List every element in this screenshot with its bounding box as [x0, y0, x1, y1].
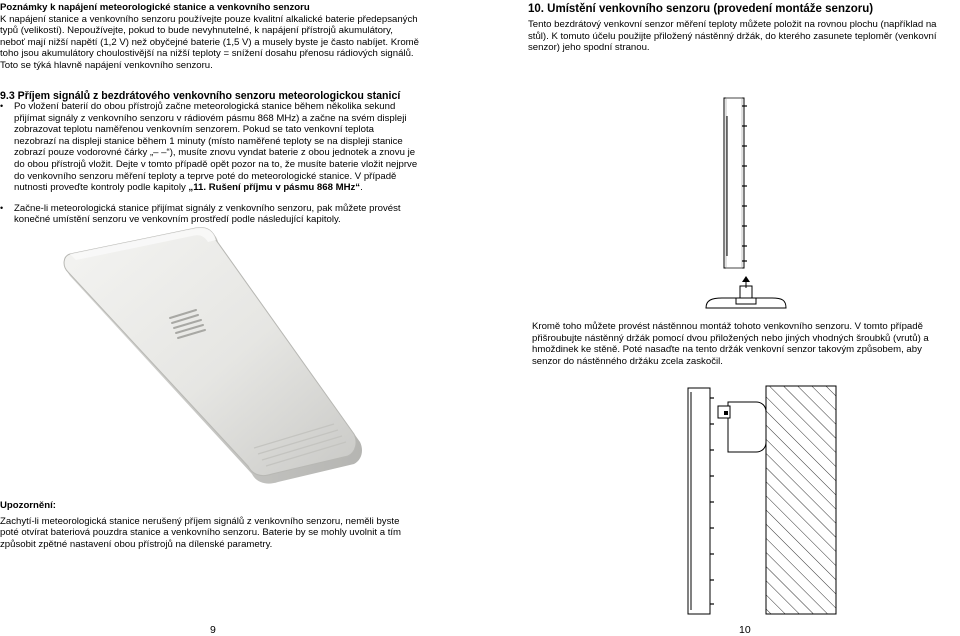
wall-bracket — [728, 402, 766, 452]
bullet-line: Po vložení baterií do obou přístrojů začne meteorologická stanice během několika sekund — [14, 101, 396, 112]
mount-line: Kromě toho můžete provést nástěnnou montáž tohoto venkovního senzoru. V tomto případě — [532, 321, 923, 332]
bullet-line: nezobrazí na displeji stanice během 1 minuty (místo naměřené teploty se na displeji stanice — [14, 135, 403, 147]
page-number-left: 9 — [210, 624, 216, 636]
bullet-line: konečné umístění senzoru ve venkovním prostředí podle následující kapitoly. — [14, 214, 341, 226]
notes-line: K napájení stanice a venkovního senzoru používejte pouze kvalitní alkalické baterie předepsaných — [0, 13, 418, 25]
mount-line: senzor do nástěnného držáku zcela zaskočil. — [532, 355, 723, 367]
bullet-icon: • — [0, 101, 4, 111]
sensor-side-ridges — [710, 398, 714, 604]
notes-title: Poznámky k napájení meteorologické stanice a venkovního senzoru — [0, 2, 310, 13]
intro-line: Tento bezdrátový venkovní senzor měření teploty můžete položit na rovnou plochu (například na — [528, 19, 937, 30]
warning-line: způsobit zpětné nastavení obou přístrojů na dílenské parametry. — [0, 538, 273, 550]
bullet-line: do venkovního senzoru měření teploty a teprve poté do meteorologické stanice. V případě — [14, 170, 397, 182]
outdoor-sensor-image — [58, 224, 374, 486]
wall-mount-diagram — [668, 384, 838, 616]
bullet-text: . — [360, 182, 363, 194]
intro-line: senzor) jeho spodní stranou. — [528, 42, 650, 54]
notes-line: toho jsou akumulátory choulostivější na nižší teploty = snížení dosahu přenosu rádiových signálů. — [0, 48, 414, 60]
notes-line: neboť mají nižší napětí (1,2 V) než obyčejné baterie (1,5 V) a musely byste je často nabíjet. Kromě — [0, 36, 420, 48]
bullet-line: Začne-li meteorologická stanice přijímat signály z venkovního senzoru, pak můžete provést — [14, 202, 401, 214]
bullet-list — [0, 101, 445, 226]
arrow-icon — [742, 276, 750, 282]
list-item — [0, 203, 445, 226]
bullet-line: zobrazovat teplotu naměřenou venkovním senzorem. Pokud se tato venkovní teplota — [14, 124, 374, 136]
wall — [766, 386, 836, 614]
page-number-right: 10 — [739, 624, 751, 636]
bullet-text: nutnosti proveďte kontroly podle kapitoly — [14, 182, 189, 194]
mount-line: přišroubujte nástěnný držák pomocí dvou přiložených nebo jiných vhodných šroubků (vrutů) a — [532, 332, 929, 344]
bullet-line — [14, 182, 445, 194]
table-stand-diagram — [696, 96, 806, 326]
section-10-title: 10. Umístění venkovního senzoru (provedení montáže senzoru) — [528, 3, 874, 15]
section-10-intro — [528, 19, 960, 54]
notes-line: Toto se týká hlavně napájení venkovního senzoru. — [0, 59, 213, 71]
bullet-line: zobrazí pouze vodorovné čárky „– –“), musíte znovu vyndat baterie z obou jednotek a znovu je — [14, 147, 416, 159]
warning-line: poté otvírat bateriová pouzdra stanice a venkovního senzoru. Baterie by se mohly uvolnit a tím — [0, 527, 402, 539]
mount-line: hmoždinek ke stěně. Poté nasaďte na tento držák venkovní senzor takovým způsobem, aby — [532, 344, 922, 356]
bullet-icon: • — [0, 202, 4, 213]
bullet-line: přijímat signály z venkovního senzoru v rádiovém pásmu 868 MHz) a začne na svém displeji — [14, 112, 407, 124]
chapter-reference: „11. Rušení příjmu v pásmu 868 MHz“ — [188, 182, 361, 194]
notes-line: typů (velikostí). Nepoužívejte, pokud to bude nevyhnutelné, k napájení přístrojů akumulátory, — [0, 25, 393, 37]
power-notes — [0, 2, 452, 72]
warning-line: Zachytí-li meteorologická stanice nerušený příjem signálů z venkovního senzoru, neměli byste — [0, 515, 400, 527]
warning-box — [0, 500, 440, 550]
wall-mount-text — [532, 321, 960, 367]
warning-title: Upozornění: — [0, 500, 56, 511]
intro-line: stůl). K tomuto účelu použijte přiložený nástěnný držák, do kterého zasunete teploměr (venkovní — [528, 30, 937, 42]
section-9-3-title: 9.3 Příjem signálů z bezdrátového venkovního senzoru meteorologickou stanicí — [0, 90, 401, 102]
bullet-line: do obou přístrojů vložit. Dejte v tomto případě opět pozor na to, že musíte baterie vložit nejprve — [14, 158, 418, 170]
list-item — [0, 101, 445, 194]
